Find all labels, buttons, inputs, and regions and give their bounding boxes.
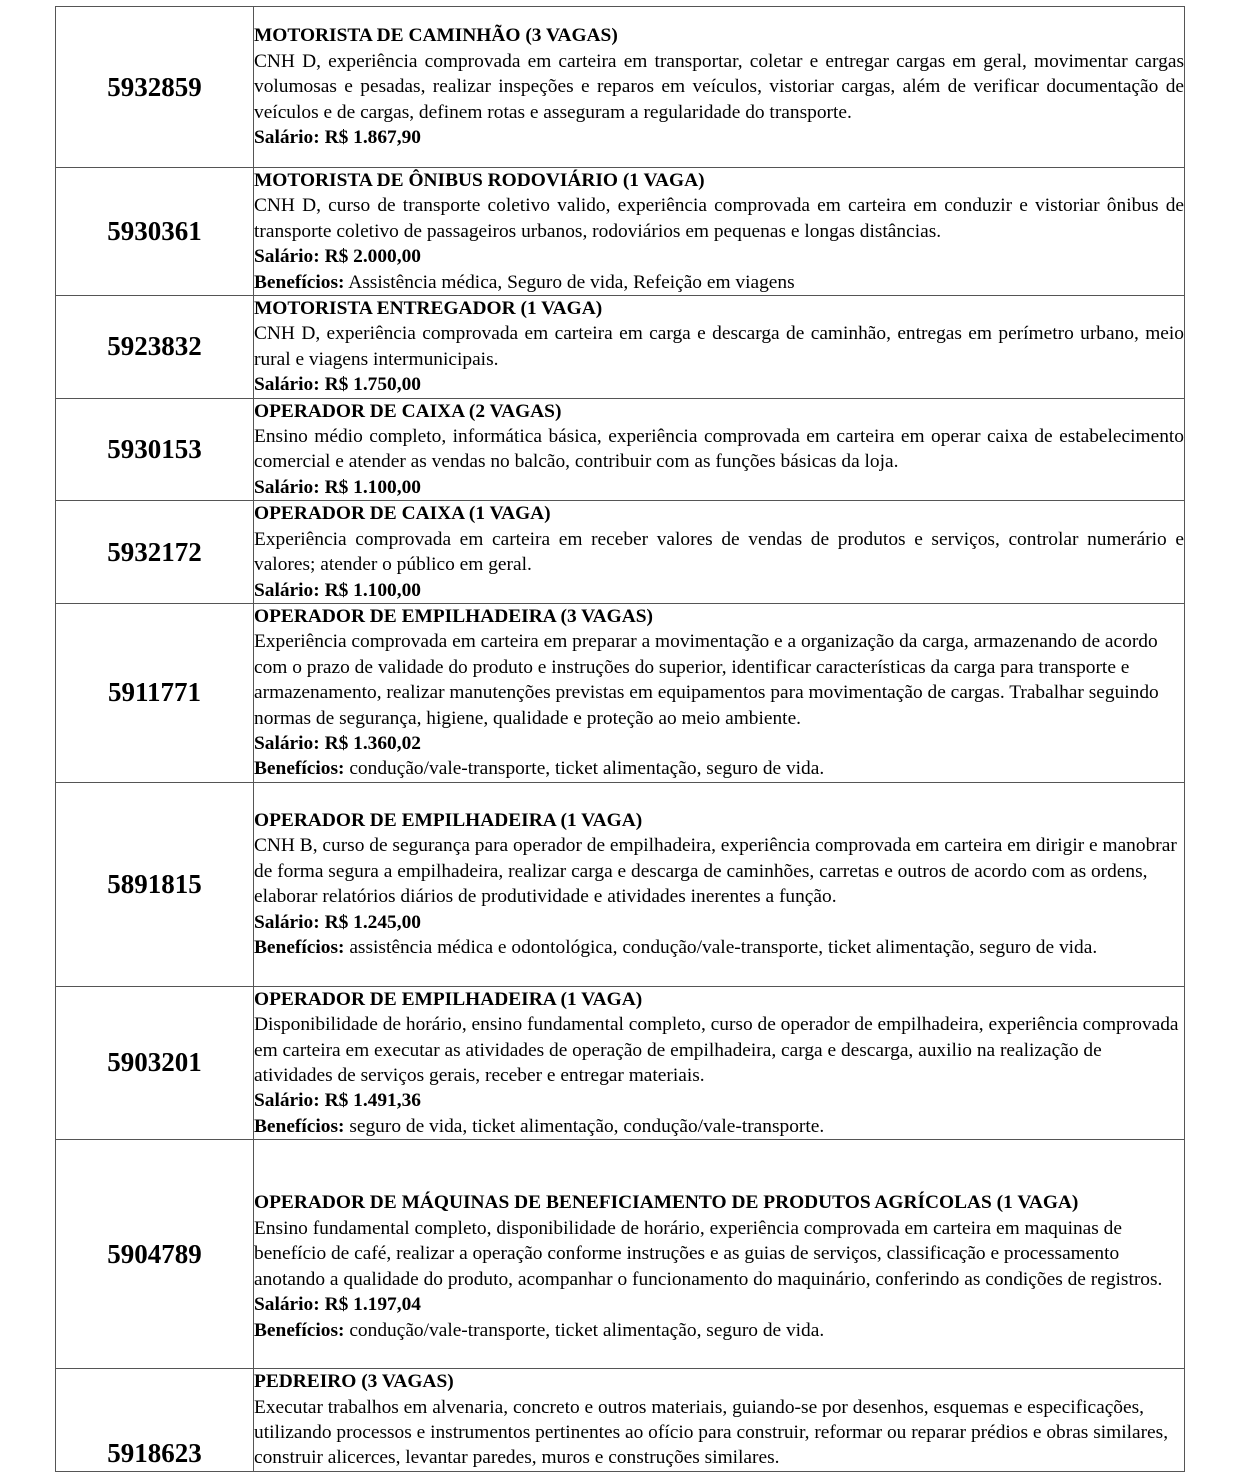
blank-line bbox=[254, 1165, 1184, 1190]
salary-line bbox=[254, 372, 1184, 397]
salary-label: Salário: bbox=[254, 246, 320, 268]
job-listings-table bbox=[55, 6, 1185, 1472]
table-row bbox=[56, 986, 1185, 1139]
salary-value: R$ 2.000,00 bbox=[324, 246, 421, 268]
salary-label: Salário: bbox=[254, 579, 320, 601]
table-row bbox=[56, 168, 1185, 296]
salary-value: R$ 1.197,04 bbox=[324, 1294, 421, 1316]
benefits-line bbox=[254, 756, 1184, 781]
salary-line bbox=[254, 578, 1184, 603]
benefits-value: Assistência médica, Seguro de vida, Refeição em viagens bbox=[348, 271, 795, 293]
job-details bbox=[254, 296, 1185, 399]
salary-label: Salário: bbox=[254, 911, 320, 933]
job-title: OPERADOR DE EMPILHADEIRA (1 VAGA) bbox=[254, 988, 643, 1010]
job-details bbox=[254, 1369, 1185, 1472]
benefits-label: Benefícios: bbox=[254, 758, 345, 780]
salary-label: Salário: bbox=[254, 1090, 320, 1112]
salary-value: R$ 1.100,00 bbox=[324, 476, 421, 498]
salary-label: Salário: bbox=[254, 732, 320, 754]
job-description: Disponibilidade de horário, ensino fundamental completo, curso de operador de empilhadeira, experiência comprovada em carteira em executar as atividades de operação de empilhadeira, carga e descarga, auxilio na realização de atividades de serviços gerais, receber e entregar materiais. bbox=[254, 1014, 1179, 1086]
benefits-label: Benefícios: bbox=[254, 1115, 345, 1137]
job-title: OPERADOR DE EMPILHADEIRA (3 VAGAS) bbox=[254, 605, 653, 627]
salary-line bbox=[254, 125, 1184, 150]
job-code: 5923832 bbox=[56, 296, 254, 399]
salary-line bbox=[254, 1088, 1184, 1113]
job-details bbox=[254, 501, 1185, 604]
salary-value: R$ 1.491,36 bbox=[324, 1090, 421, 1112]
salary-line bbox=[254, 910, 1184, 935]
benefits-value: assistência médica e odontológica, condução/vale-transporte, ticket alimentação, seguro de vida. bbox=[349, 937, 1098, 959]
benefits-value: seguro de vida, ticket alimentação, condução/vale-transporte. bbox=[349, 1115, 825, 1137]
benefits-label: Benefícios: bbox=[254, 271, 345, 293]
salary-label: Salário: bbox=[254, 476, 320, 498]
job-details bbox=[254, 986, 1185, 1139]
benefits-value: condução/vale-transporte, ticket alimentação, seguro de vida. bbox=[349, 1319, 825, 1341]
job-description: Experiência comprovada em carteira em preparar a movimentação e a organização da carga, armazenando de acordo com o prazo de validade do produto e instruções do superior, identificar características da carga para transporte e armazenamento, realizar manutenções previstas em equipamentos para movimentação de cargas. Trabalhar seguindo normas de segurança, higiene, qualidade e proteção ao meio ambiente. bbox=[254, 631, 1159, 729]
job-description: CNH D, curso de transporte coletivo valido, experiência comprovada em carteira em conduzir e vistoriar ônibus de transporte coletivo de passageiros urbanos, rodoviários em pequenas e longas distâncias. bbox=[254, 195, 1184, 242]
job-code: 5918623 bbox=[56, 1369, 254, 1472]
job-description: CNH B, curso de segurança para operador de empilhadeira, experiência comprovada em carteira em dirigir e manobrar de forma segura a empilhadeira, realizar carga e descarga de caminhões, carretas e outros de acordo com as ordens, elaborar relatórios diários de produtividade e atividades inerentes a função. bbox=[254, 835, 1177, 908]
job-title: MOTORISTA DE CAMINHÃO (3 VAGAS) bbox=[254, 25, 618, 47]
job-title: MOTORISTA ENTREGADOR (1 VAGA) bbox=[254, 298, 603, 320]
table-row bbox=[56, 501, 1185, 604]
job-title: OPERADOR DE MÁQUINAS DE BENEFICIAMENTO DE PRODUTOS AGRÍCOLAS (1 VAGA) bbox=[254, 1192, 1079, 1214]
salary-label: Salário: bbox=[254, 374, 320, 396]
job-details bbox=[254, 1140, 1185, 1369]
table-row bbox=[56, 603, 1185, 782]
job-title: MOTORISTA DE ÔNIBUS RODOVIÁRIO (1 VAGA) bbox=[254, 170, 705, 191]
job-description: Executar trabalhos em alvenaria, concreto e outros materiais, guiando-se por desenhos, esquemas e especificações, utilizando processos e instrumentos pertinentes ao ofício para construir, reformar ou reparar prédios e obras similares, construir alicerces, levantar paredes, muros e construções similares. bbox=[254, 1396, 1169, 1469]
job-code: 5932172 bbox=[56, 501, 254, 604]
table-row bbox=[56, 7, 1185, 168]
salary-label: Salário: bbox=[254, 127, 320, 149]
benefits-line bbox=[254, 935, 1184, 960]
job-description: Experiência comprovada em carteira em receber valores de vendas de produtos e serviços, controlar numerário e valores; atender o público em geral. bbox=[254, 528, 1184, 576]
job-code: 5904789 bbox=[56, 1140, 254, 1369]
salary-line bbox=[254, 244, 1184, 269]
benefits-label: Benefícios: bbox=[254, 1319, 345, 1341]
job-description: CNH D, experiência comprovada em carteira em transportar, coletar e entregar cargas em geral, movimentar cargas volumosas e pesadas, realizar inspeções e reparos em veículos, vistoriar cargas, além de verificar documentação de veículos e de cargas, definem rotas e asseguram a regularidade do transporte. bbox=[254, 50, 1184, 123]
benefits-label: Benefícios: bbox=[254, 937, 345, 959]
job-title: PEDREIRO (3 VAGAS) bbox=[254, 1371, 454, 1393]
table-row bbox=[56, 398, 1185, 501]
job-code: 5911771 bbox=[56, 603, 254, 782]
table-row bbox=[56, 1369, 1185, 1472]
table-row bbox=[56, 296, 1185, 399]
salary-value: R$ 1.100,00 bbox=[324, 579, 421, 601]
salary-line bbox=[254, 731, 1184, 756]
table-row bbox=[56, 782, 1185, 986]
job-code: 5903201 bbox=[56, 986, 254, 1139]
job-description: Ensino fundamental completo, disponibilidade de horário, experiência comprovada em carteira em maquinas de benefício de café, realizar a operação conforme instruções e as guias de serviços, classificação e processamento anotando a qualidade do produto, acompanhar o funcionamento do maquinário, conferindo as condições de registros. bbox=[254, 1217, 1163, 1290]
salary-value: R$ 1.245,00 bbox=[324, 911, 421, 933]
benefits-value: condução/vale-transporte, ticket alimentação, seguro de vida. bbox=[349, 758, 825, 780]
job-details bbox=[254, 7, 1185, 168]
job-description: Ensino médio completo, informática básica, experiência comprovada em carteira em operar caixa de estabelecimento comercial e atender as vendas no balcão, contribuir com as funções básicas da loja. bbox=[254, 426, 1184, 473]
benefits-line bbox=[254, 1114, 1184, 1139]
job-details bbox=[254, 398, 1185, 501]
job-title: OPERADOR DE CAIXA (2 VAGAS) bbox=[254, 400, 562, 422]
table-row bbox=[56, 1140, 1185, 1369]
job-title: OPERADOR DE CAIXA (1 VAGA) bbox=[254, 503, 551, 525]
benefits-line bbox=[254, 1318, 1184, 1343]
benefits-line bbox=[254, 270, 1184, 295]
job-description: CNH D, experiência comprovada em carteira em carga e descarga de caminhão, entregas em perímetro urbano, meio rural e viagens intermunicipais. bbox=[254, 323, 1184, 370]
salary-label: Salário: bbox=[254, 1294, 320, 1316]
job-details bbox=[254, 168, 1185, 296]
job-code: 5932859 bbox=[56, 7, 254, 168]
job-code: 5930361 bbox=[56, 168, 254, 296]
salary-value: R$ 1.750,00 bbox=[324, 374, 421, 396]
job-code: 5891815 bbox=[56, 782, 254, 986]
salary-line bbox=[254, 475, 1184, 500]
salary-line bbox=[254, 1292, 1184, 1317]
job-title: OPERADOR DE EMPILHADEIRA (1 VAGA) bbox=[254, 810, 643, 832]
job-code: 5930153 bbox=[56, 398, 254, 501]
salary-value: R$ 1.360,02 bbox=[324, 732, 421, 754]
job-details bbox=[254, 603, 1185, 782]
job-details bbox=[254, 782, 1185, 986]
salary-value: R$ 1.867,90 bbox=[324, 127, 421, 149]
